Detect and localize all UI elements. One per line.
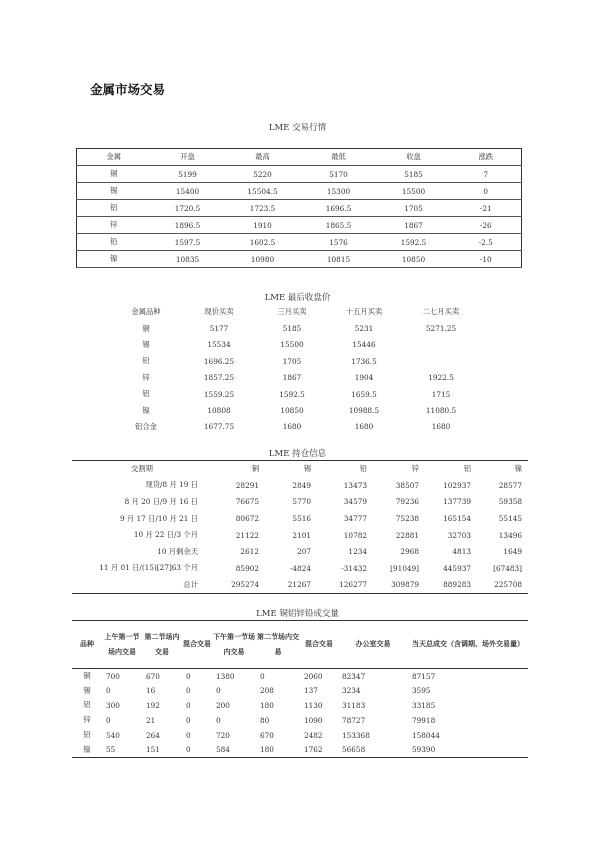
table-cell: 1705: [282, 356, 302, 366]
table-cell: 1696.5: [301, 200, 377, 217]
table-row: [110, 419, 482, 435]
table-cell: 82347: [342, 671, 366, 681]
table-cell: 1865.5: [301, 217, 377, 234]
table-cell: 0: [451, 183, 522, 200]
table-row: [72, 543, 528, 560]
header-cell: 混合交易: [182, 621, 212, 669]
table-cell: 2482: [304, 730, 323, 740]
header-cell: 镍: [514, 464, 522, 474]
table-cell: 0: [186, 671, 191, 681]
table-header-row: [77, 149, 522, 166]
table-cell: 1705: [377, 200, 451, 217]
table-cell: 207: [297, 547, 311, 557]
table-cell: 309879: [391, 580, 419, 590]
table-cell: 137739: [443, 497, 471, 507]
table-cell: 0: [106, 715, 111, 725]
lme-volume-caption: LME 铜铝锌铅成交量: [256, 609, 339, 619]
table-cell: 0: [216, 686, 221, 696]
row-label: 锡: [142, 339, 150, 349]
table-cell: 38507: [395, 480, 419, 490]
table-cell: 7: [451, 166, 522, 183]
table-cell: 1867: [377, 217, 451, 234]
table-cell: 165154: [443, 514, 471, 524]
table-row: [72, 669, 528, 684]
table-cell: 670: [260, 730, 274, 740]
table-cell: 1130: [304, 700, 323, 710]
table-cell: 1896.5: [151, 217, 225, 234]
table-cell: 0: [106, 686, 111, 696]
table-cell: 1592.5: [377, 234, 451, 251]
table-cell: 5516: [292, 514, 311, 524]
header-cell: 现价买卖: [204, 307, 234, 317]
table-cell: 21122: [235, 530, 259, 540]
table-cell: 10835: [151, 251, 225, 268]
table-cell: 2060: [304, 671, 323, 681]
header-cell: 十五月买卖: [345, 307, 383, 317]
table-cell: 5231: [354, 324, 374, 334]
table-cell: -31432: [341, 563, 367, 573]
table-cell: 208: [260, 686, 274, 696]
table-cell: 445937: [443, 563, 471, 573]
table-row: [72, 698, 528, 713]
table-header-row: [110, 304, 482, 320]
table-cell: 55145: [498, 514, 522, 524]
table-cell: 10980: [225, 251, 301, 268]
table-row: [72, 683, 528, 698]
table-cell: 1762: [304, 745, 323, 755]
table-cell: 1659.5: [351, 389, 377, 399]
table-cell: -2.5: [451, 234, 522, 251]
row-label: 10 月剩余天: [157, 546, 198, 556]
table-cell: 13473: [343, 480, 367, 490]
table-cell: 34579: [343, 497, 367, 507]
header-cell: 铅: [359, 464, 367, 474]
header-cell: 铝: [463, 464, 471, 474]
table-row: [72, 494, 528, 511]
table-cell: [400, 353, 482, 369]
row-label: 镍: [142, 405, 150, 415]
table-cell: 2612: [240, 547, 259, 557]
table-cell: 1677.75: [203, 422, 235, 432]
table-cell: 13496: [498, 530, 522, 540]
table-cell: 5170: [301, 166, 377, 183]
table-cell: 720: [216, 730, 230, 740]
row-label: 10 月 22 日/3 个月: [133, 530, 198, 540]
header-cell: 金属: [77, 149, 151, 166]
table-cell: 10988.5: [348, 406, 380, 416]
table-cell: 85902: [235, 563, 259, 573]
row-label: 锡: [83, 685, 91, 695]
table-cell: 5199: [151, 166, 225, 183]
table-cell: 28577: [498, 480, 522, 490]
row-label: 锌: [83, 715, 91, 725]
row-label: 铜: [142, 323, 150, 333]
table-cell: 1904: [354, 373, 374, 383]
row-label: 锌: [77, 217, 151, 234]
table-cell: 300: [106, 700, 120, 710]
row-label: 8 月 20 日/9 月 16 日: [124, 496, 198, 506]
table-cell: 15534: [207, 340, 231, 350]
table-cell: 79236: [395, 497, 419, 507]
lme-trading-table: [76, 148, 522, 268]
table-cell: -4824: [289, 563, 311, 573]
table-cell: 56658: [342, 745, 366, 755]
table-cell: -10: [451, 251, 522, 268]
table-row: [77, 200, 522, 217]
row-label: 铝: [142, 389, 150, 399]
table-cell: 1857.25: [203, 373, 235, 383]
header-cell: 最低: [301, 149, 377, 166]
header-cell: 金属品种: [131, 307, 161, 317]
table-cell: [400, 337, 482, 353]
table-row: [77, 217, 522, 234]
table-row: [72, 577, 528, 594]
header-cell: 收盘: [377, 149, 451, 166]
table-row: [72, 742, 528, 757]
table-cell: 0: [186, 686, 191, 696]
table-row: [77, 234, 522, 251]
table-cell: 0: [186, 730, 191, 740]
table-cell: 15446: [352, 340, 376, 350]
row-label: 锌: [142, 372, 150, 382]
table-cell: 2849: [292, 480, 311, 490]
header-cell: 第二节场内交易: [256, 621, 300, 669]
header-cell: 上午第一节场内交易: [102, 621, 142, 669]
table-cell: 200: [216, 700, 230, 710]
row-label: 铝合金: [135, 421, 157, 431]
table-row: [110, 353, 482, 369]
header-cell: 涨跌: [451, 149, 522, 166]
table-cell: 10782: [343, 530, 367, 540]
table-cell: 584: [216, 745, 230, 755]
table-cell: 3595: [412, 686, 431, 696]
table-cell: 0: [260, 671, 265, 681]
table-row: [77, 166, 522, 183]
table-cell: 889283: [443, 580, 471, 590]
table-cell: 180: [260, 700, 274, 710]
table-cell: 15500: [377, 183, 451, 200]
table-cell: 75238: [395, 514, 419, 524]
header-cell: 下午第一节场内交易: [212, 621, 256, 669]
table-cell: 79918: [412, 715, 436, 725]
table-row: [110, 337, 482, 353]
table-cell: 34777: [343, 514, 367, 524]
row-label: 铜: [83, 671, 91, 681]
table-cell: 33185: [412, 700, 436, 710]
table-cell: 0: [186, 745, 191, 755]
table-header-row: [72, 621, 528, 669]
table-cell: 225708: [494, 580, 522, 590]
table-cell: 80: [260, 715, 270, 725]
table-cell: 1649: [503, 547, 522, 557]
table-row: [72, 560, 528, 577]
table-cell: 1602.5: [225, 234, 301, 251]
row-label: 铝: [83, 700, 91, 710]
table-row: [72, 510, 528, 527]
header-cell: 二七月买卖: [422, 307, 460, 317]
row-label: 铜: [77, 166, 151, 183]
row-label: 铅: [83, 730, 91, 740]
table-cell: 5271.25: [425, 324, 457, 334]
table-cell: 1867: [282, 373, 302, 383]
header-cell: 锡: [303, 464, 311, 474]
lme-positions-caption: LME 持仓信息: [268, 449, 327, 459]
table-cell: 16: [146, 686, 156, 696]
table-cell: -21: [451, 200, 522, 217]
table-cell: 2101: [292, 530, 311, 540]
header-cell: 办公室交易: [338, 621, 408, 669]
row-label: 镍: [77, 251, 151, 268]
table-cell: 1680: [282, 422, 302, 432]
table-cell: 5220: [225, 166, 301, 183]
table-header-row: [72, 461, 528, 478]
table-cell: 5770: [292, 497, 311, 507]
table-cell: 15500: [280, 340, 304, 350]
row-label: 现货/8 月 19 日: [145, 480, 198, 490]
table-cell: 10850: [280, 406, 304, 416]
table-cell: 3234: [342, 686, 361, 696]
table-cell: 1910: [225, 217, 301, 234]
table-cell: 15504.5: [225, 183, 301, 200]
table-cell: 78727: [342, 715, 366, 725]
row-label: 铅: [142, 356, 150, 366]
table-cell: [91049]: [390, 563, 419, 573]
table-cell: 1723.5: [225, 200, 301, 217]
table-cell: 11080.5: [425, 406, 457, 416]
table-row: [110, 386, 482, 402]
lme-closing-table: [110, 304, 482, 435]
table-cell: [67483]: [493, 563, 522, 573]
table-cell: 76675: [235, 497, 259, 507]
table-row: [110, 402, 482, 418]
lme-positions-table: [72, 460, 528, 594]
table-cell: 1559.25: [203, 389, 235, 399]
table-cell: 1720.5: [151, 200, 225, 217]
table-cell: 1090: [304, 715, 323, 725]
table-cell: 5177: [209, 324, 229, 334]
table-cell: 0: [216, 715, 221, 725]
row-label: 11 月 01 日/(15)[27]63 个月: [99, 563, 198, 573]
table-cell: 59390: [412, 745, 436, 755]
table-cell: 264: [146, 730, 160, 740]
lme-volume-table: [72, 620, 528, 758]
header-cell: 混合交易: [300, 621, 338, 669]
table-cell: 540: [106, 730, 120, 740]
table-cell: 80672: [235, 514, 259, 524]
table-cell: 1680: [354, 422, 374, 432]
table-row: [72, 527, 528, 544]
table-cell: 10850: [377, 251, 451, 268]
table-cell: 31183: [342, 700, 366, 710]
table-cell: 1680: [431, 422, 451, 432]
header-cell: 品种: [72, 621, 102, 669]
table-cell: 5185: [377, 166, 451, 183]
row-label: 铅: [77, 234, 151, 251]
table-row: [72, 477, 528, 494]
table-cell: 87157: [412, 671, 436, 681]
table-cell: -26: [451, 217, 522, 234]
table-cell: 21267: [287, 580, 311, 590]
table-cell: 1696.25: [203, 356, 235, 366]
table-cell: 10815: [301, 251, 377, 268]
table-cell: 15300: [301, 183, 377, 200]
table-cell: 158044: [412, 730, 440, 740]
table-cell: 180: [260, 745, 274, 755]
header-cell: 开盘: [151, 149, 225, 166]
table-cell: 1715: [431, 389, 451, 399]
table-cell: 151: [146, 745, 160, 755]
table-cell: 1234: [348, 547, 367, 557]
table-row: [72, 713, 528, 728]
table-cell: 126277: [339, 580, 367, 590]
table-cell: 1592.5: [279, 389, 305, 399]
table-cell: 59358: [498, 497, 522, 507]
table-cell: 28291: [235, 480, 259, 490]
table-row: [77, 183, 522, 200]
row-label: 锡: [77, 183, 151, 200]
table-cell: 102937: [443, 480, 471, 490]
header-cell: 当天总成交（含调期、场外交易量）: [408, 621, 528, 669]
row-label: 镍: [83, 744, 91, 754]
table-cell: 700: [106, 671, 120, 681]
lme-closing-caption: LME 最后收盘价: [264, 293, 331, 303]
table-row: [110, 370, 482, 386]
table-cell: 1576: [301, 234, 377, 251]
row-label: 铝: [77, 200, 151, 217]
table-cell: 10808: [207, 406, 231, 416]
table-cell: 4813: [452, 547, 471, 557]
table-cell: 153368: [342, 730, 370, 740]
table-cell: 2968: [400, 547, 419, 557]
table-cell: 0: [186, 700, 191, 710]
table-cell: 22881: [395, 530, 419, 540]
table-cell: 55: [106, 745, 116, 755]
table-row: [110, 320, 482, 336]
table-cell: 15400: [151, 183, 225, 200]
header-cell: 铜: [251, 464, 259, 474]
table-cell: 137: [304, 686, 318, 696]
header-cell: 锌: [411, 464, 419, 474]
table-row: [77, 251, 522, 268]
table-cell: 1736.5: [351, 356, 377, 366]
table-cell: 0: [186, 715, 191, 725]
row-label: 总计: [183, 579, 198, 589]
table-cell: 1380: [216, 671, 235, 681]
table-cell: 670: [146, 671, 160, 681]
header-cell: 三月买卖: [277, 307, 307, 317]
table-cell: 1922.5: [428, 373, 454, 383]
page-title: 金属市场交易: [90, 82, 166, 97]
table-row: [72, 728, 528, 743]
header-cell: 第二节场内交易: [142, 621, 182, 669]
table-cell: 1597.5: [151, 234, 225, 251]
table-cell: 5185: [282, 324, 302, 334]
row-label: 9 月 17 日/10 月 21 日: [119, 513, 198, 523]
table-cell: 32703: [447, 530, 471, 540]
lme-trading-caption: LME 交易行情: [268, 123, 327, 133]
table-cell: 21: [146, 715, 156, 725]
table-cell: 192: [146, 700, 160, 710]
table-cell: 295274: [231, 580, 259, 590]
header-cell: 最高: [225, 149, 301, 166]
header-cell: 交割期: [131, 464, 153, 474]
